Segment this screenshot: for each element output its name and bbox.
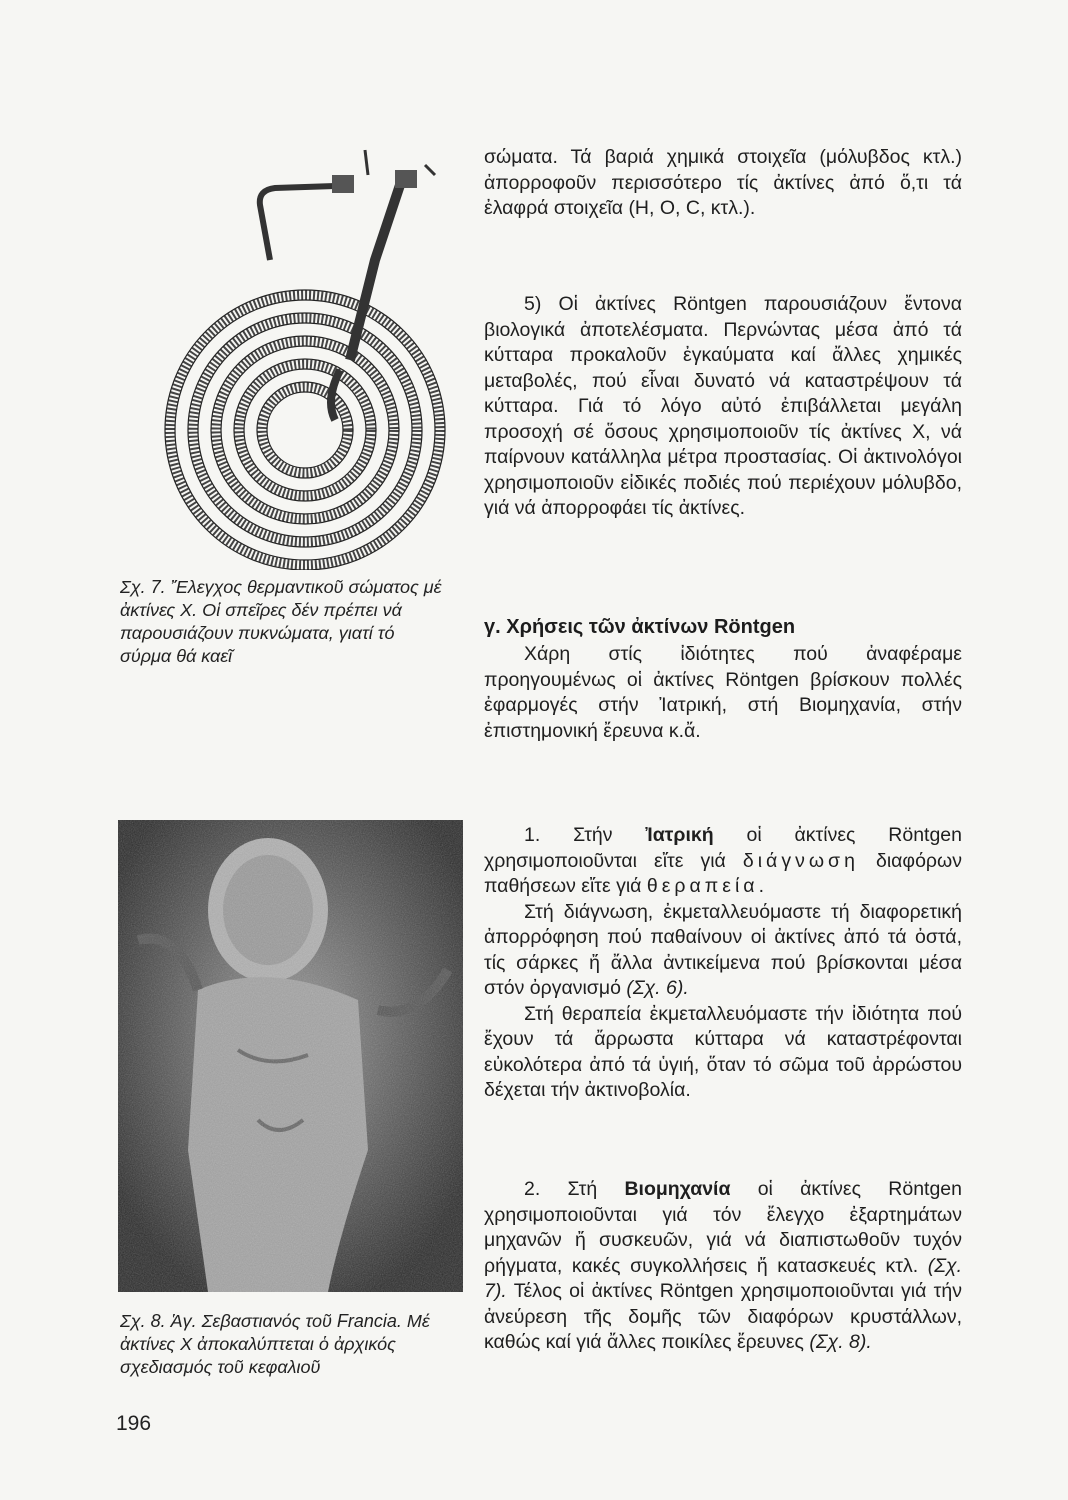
paragraph-biological-effects xyxy=(484,292,962,522)
medicine-lead: 1. Στήν xyxy=(524,824,613,846)
medicine-mid2: διαφόρων παθήσεων εἴτε γιά xyxy=(484,849,962,897)
industry-text: οἱ ἀκτίνες Röntgen χρησιμοποιοῦνται γιά τόν ἔλεγχο ἐξαρτημάτων μηχανῶν ἤ συσκευῶν, γιά νά διαπιστωθοῦν τυχόν ρήγματα, κακές συγκολλήσεις ἤ κατασκευές κτλ. xyxy=(484,1178,962,1277)
paragraph-text: 5) Οἱ ἀκτίνες Röntgen παρουσιάζουν ἔντονα βιολογικά ἀποτελέσματα. Περνώντας μέσα ἀπό τά κύτταρα προκαλοῦν ἐγκαύματα καί ἄλλες χημικές μεταβολές, πού εἶναι δυνατό νά καταστρέψουν τά κύτταρα. Γιά τό λόγο αὐτό ἐπιβάλλεται μεγάλη προσοχή σέ ὅσους χρησιμοποιοῦν τίς ἀκτίνες Χ, νά παίρνουν κατάλληλα μέτρα προστασίας. Οἱ ἀκτινολόγοι χρησιμοποιοῦν εἰδικές ποδιές πού περιέχουν μόλυβδο, γιά νά ἀπορροφάει τίς ἀκτίνες. xyxy=(484,293,962,519)
medicine-mid: οἱ ἀκτίνες Röntgen χρησιμοποιοῦνται εἴτε γιά xyxy=(484,824,962,872)
diagnosis-term: διάγνωση xyxy=(742,849,859,872)
medicine-end: . xyxy=(758,875,764,897)
diagnosis-text: Στή διάγνωση, ἐκμεταλλευόμαστε τή διαφορετική ἀπορρόφηση πού παθαίνουν οἱ ἀκτίνες ἀπό τά ὀστά, τίς σάρκες ἤ ἄλλα ἀντικείμενα πού βρίσκονται μέσα στόν ὀργανισμό xyxy=(484,900,962,999)
figure-reference: (Σχ. 7). xyxy=(484,1254,963,1302)
therapy-paragraph: Στή θεραπεία ἐκμεταλλευόμαστε τήν ἰδιότητα πού ἔχουν τά ἄρρωστα κύτταρα νά καταστρέφονται εὐκολότερα ἀπό τά ὑγιή, ὅταν τό σῶμα τοῦ ἀρρώστου δέχεται τήν ἀκτινοβολία. xyxy=(484,1002,962,1101)
industry-lead: 2. Στή xyxy=(524,1178,598,1200)
diagnosis-paragraph xyxy=(484,900,962,1002)
figure-reference: (Σχ. 8). xyxy=(809,1331,872,1353)
medicine-sentence xyxy=(484,823,962,900)
industry-term: Βιομηχανία xyxy=(624,1178,731,1200)
paragraph-industry xyxy=(484,1177,962,1356)
paragraph-continuation xyxy=(484,145,962,222)
figure-8-caption: Σχ. 8. Ἁγ. Σεβαστιανός τοῦ Francia. Μέ ἀκτίνες Χ ἀποκαλύπτεται ὁ ἀρχικός σχεδιασμός τοῦ κεφαλιοῦ xyxy=(120,1311,430,1377)
section-heading: γ. Χρήσεις τῶν ἀκτίνων Röntgen xyxy=(484,616,796,638)
paragraph-text: σώματα. Τά βαριά χημικά στοιχεῖα (μόλυβδος κτλ.) ἀπορροφοῦν περισσότερο τίς ἀκτίνες ἀπό ὅ,τι τά ἐλαφρά στοιχεῖα (Η, Ο, C, κτλ.). xyxy=(484,146,962,219)
medicine-term: Ἰατρική xyxy=(645,824,714,846)
industry-text-2: Τέλος οἱ ἀκτίνες Röntgen χρησιμοποιοῦνται γιά τήν ἀνεύρεση τῆς δομῆς τῶν διαφόρων κρυστάλλων, καθώς καί γιά ἄλλες ποικίλες ἔρευνες xyxy=(484,1280,962,1353)
figure-reference: (Σχ. 6). xyxy=(626,977,689,999)
industry-sentence xyxy=(484,1177,962,1356)
paragraph-medicine xyxy=(484,823,962,1104)
figure-7-heating-coil xyxy=(150,130,470,570)
figure-7-caption: Σχ. 7. Ἔλεγχος θερμαντικοῦ σώματος μέ ἀκτίνες Χ. Οἱ σπεῖρες δέν πρέπει νά παρουσιάζουν πυκνώματα, γιατί τό σύρμα θά καεῖ xyxy=(120,577,442,666)
paragraph-text: Χάρη στίς ἰδιότητες πού ἀναφέραμε προηγουμένως οἱ ἀκτίνες Röntgen βρίσκουν πολλές ἐφαρμογές στήν Ἰατρική, στή Βιομηχανία, στήν ἐπιστημονική ἔρευνα κ.ἄ. xyxy=(484,643,962,742)
paragraph-uses-intro xyxy=(484,642,962,744)
page-number: 196 xyxy=(116,1412,152,1435)
therapy-term: θεραπεία xyxy=(646,875,759,897)
figure-8-xray-painting xyxy=(118,820,463,1292)
